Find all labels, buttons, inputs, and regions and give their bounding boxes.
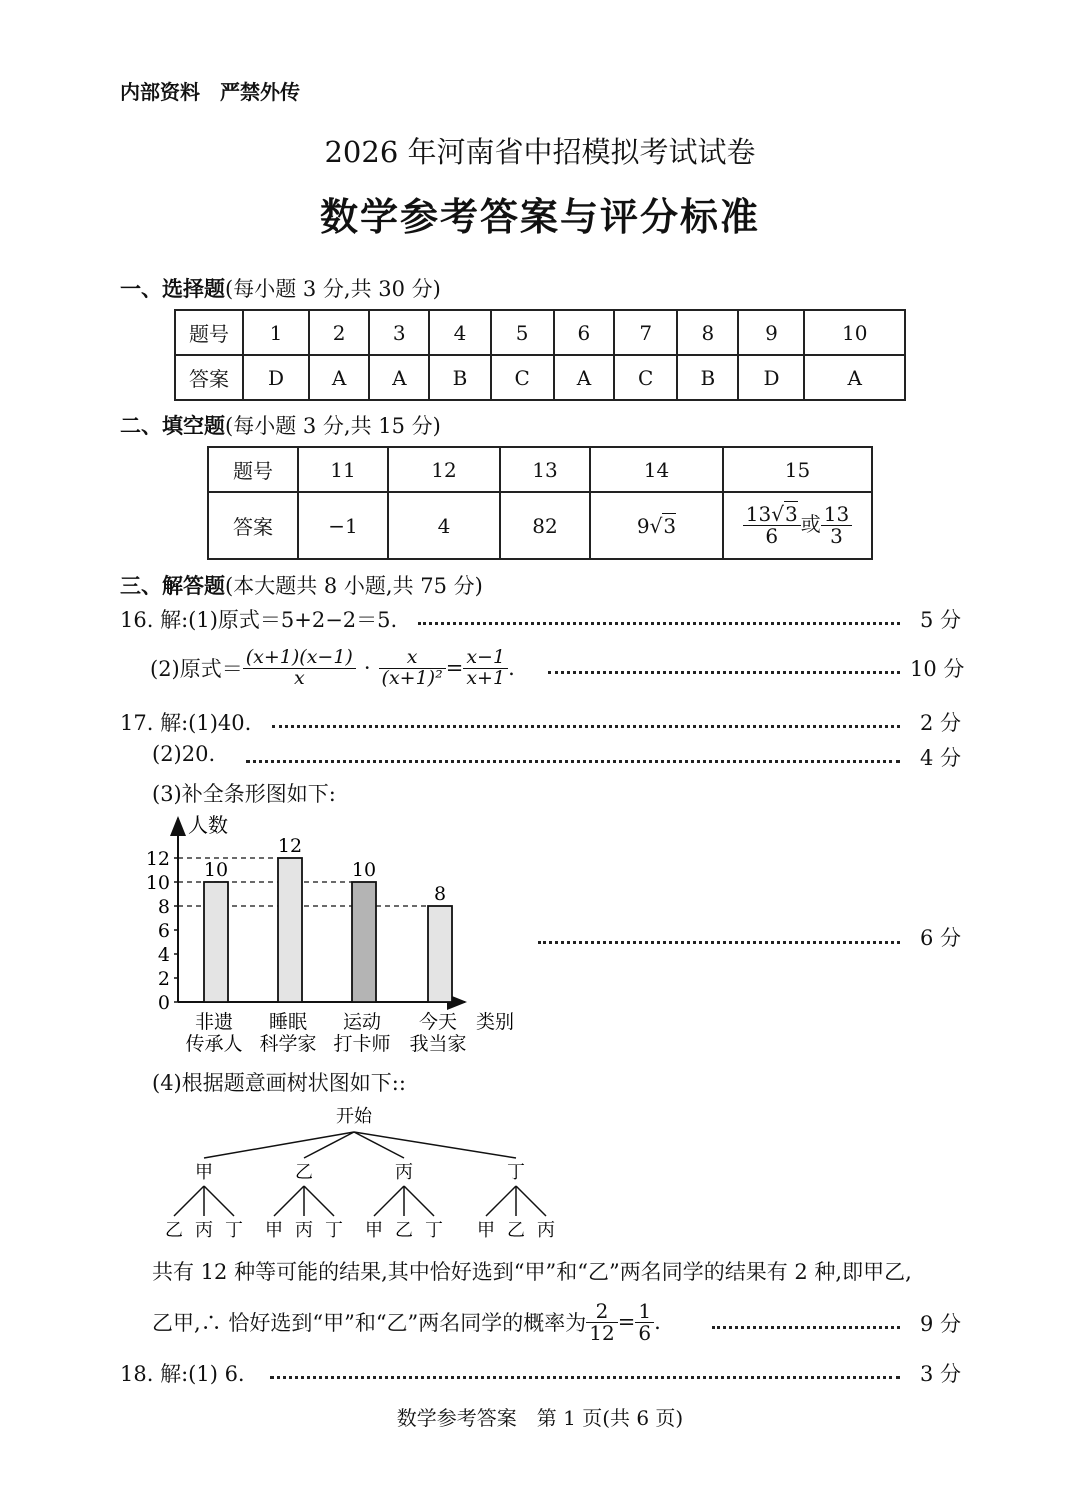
dot-leader xyxy=(712,1326,900,1329)
confidential-label: 内部资料 严禁外传 xyxy=(120,80,300,104)
choice-number: 7 xyxy=(614,310,677,355)
fill-answer-15 xyxy=(723,492,872,559)
q17-part4: (4)根据题意画树状图如下:: xyxy=(152,1071,406,1095)
coefficient: 9 xyxy=(636,513,650,538)
score: 4 分 xyxy=(920,746,962,770)
bar xyxy=(278,858,302,1002)
section3-note: (本大题共 8 小题,共 75 分) xyxy=(225,574,483,598)
fill-answer-row xyxy=(208,492,872,559)
choice-answer-row xyxy=(175,355,905,400)
tree-node-label: 甲 xyxy=(195,1162,213,1183)
x-category-label: 打卡师 xyxy=(333,1033,391,1055)
tree-leaf-label: 乙 xyxy=(395,1220,413,1241)
radicand: 3 xyxy=(785,502,798,526)
y-tick-label: 2 xyxy=(157,968,170,990)
tree-leaf-label: 丙 xyxy=(295,1220,313,1241)
section2-note: (每小题 3 分,共 15 分) xyxy=(225,414,441,438)
tree-leaf-label: 甲 xyxy=(365,1220,383,1241)
choice-answer: A xyxy=(554,355,614,400)
numerator: x−1 xyxy=(463,648,508,669)
row-label: 答案 xyxy=(175,355,243,400)
fill-answer: 82 xyxy=(500,492,590,559)
choice-number-row xyxy=(175,310,905,355)
numerator: (x+1)(x−1) xyxy=(243,648,356,669)
score: 9 分 xyxy=(920,1312,962,1336)
tree-node-label: 丙 xyxy=(395,1162,413,1183)
tree-leaf-label: 丁 xyxy=(325,1220,343,1241)
tree-leaf-label: 丁 xyxy=(225,1220,243,1241)
choice-answer: B xyxy=(677,355,738,400)
bar xyxy=(204,882,228,1002)
tree-leaf-line xyxy=(374,1186,404,1216)
choice-number: 8 xyxy=(677,310,738,355)
numerator xyxy=(743,504,801,526)
choice-answer: B xyxy=(429,355,490,400)
part-prefix: (2)原式＝ xyxy=(150,657,243,681)
choice-number: 9 xyxy=(738,310,804,355)
tree-branch-line xyxy=(204,1132,354,1158)
choice-answer: C xyxy=(491,355,554,400)
y-tick-label: 0 xyxy=(157,992,170,1014)
tree-node-label: 乙 xyxy=(295,1162,313,1183)
tree-node-label: 丁 xyxy=(507,1162,525,1183)
tree-leaf-line xyxy=(516,1186,546,1216)
fraction xyxy=(243,645,356,689)
choice-answer: A xyxy=(309,355,369,400)
denominator: 6 xyxy=(765,524,779,548)
conclusion-text: 乙甲,∴ 恰好选到“甲”和“乙”两名同学的概率为 xyxy=(152,1311,587,1335)
x-axis-label: 类别 xyxy=(476,1011,515,1033)
denominator: (x+1)² xyxy=(381,666,443,689)
period: . xyxy=(508,656,515,680)
denominator: 6 xyxy=(638,1320,652,1345)
dot-leader xyxy=(246,760,900,763)
dot-leader xyxy=(272,725,900,728)
row-label: 题号 xyxy=(175,310,243,355)
fraction xyxy=(586,1298,617,1345)
dot-leader xyxy=(548,671,900,674)
denominator: 3 xyxy=(830,524,843,548)
numerator: 2 xyxy=(586,1301,617,1323)
bar-data-label: 12 xyxy=(277,835,303,857)
denominator: x xyxy=(293,666,305,689)
bar-data-label: 10 xyxy=(351,859,377,881)
numerator: x xyxy=(379,648,446,669)
tree-leaf-line xyxy=(204,1186,234,1216)
section3-heading xyxy=(120,570,483,600)
section1-note: (每小题 3 分,共 30 分) xyxy=(225,277,441,301)
coefficient: 13 xyxy=(745,502,772,526)
choice-number: 10 xyxy=(804,310,905,355)
fill-answer-table xyxy=(207,446,873,560)
q18-part1: 18. 解:(1) 6. xyxy=(120,1362,245,1386)
choice-answer: C xyxy=(614,355,677,400)
row-label: 答案 xyxy=(208,492,298,559)
radicand: 3 xyxy=(663,513,677,538)
dot-leader xyxy=(538,941,900,944)
x-category-label: 今天 xyxy=(418,1011,458,1033)
choice-answer-table xyxy=(174,309,906,401)
x-category-label: 科学家 xyxy=(259,1033,317,1055)
q16-part1: 16. 解:(1)原式＝5+2−2＝5. xyxy=(120,608,398,632)
tree-leaf-label: 丙 xyxy=(537,1220,555,1241)
bar-chart xyxy=(140,808,540,1060)
tree-leaf-label: 乙 xyxy=(165,1220,183,1241)
period: . xyxy=(654,1310,661,1334)
tree-leaf-label: 丙 xyxy=(195,1220,213,1241)
y-tick-label: 4 xyxy=(157,944,170,966)
choice-number: 3 xyxy=(369,310,429,355)
q17-part3: (3)补全条形图如下: xyxy=(152,782,336,806)
tree-leaf-label: 甲 xyxy=(265,1220,283,1241)
section2-heading xyxy=(120,410,441,440)
q17-part2: (2)20. xyxy=(152,742,216,766)
q17-conclusion-line1: 共有 12 种等可能的结果,其中恰好选到“甲”和“乙”两名同学的结果有 2 种,即甲乙, xyxy=(152,1260,912,1284)
q16-part2 xyxy=(150,640,515,696)
q17-conclusion-line2 xyxy=(152,1296,661,1348)
bar-data-label: 8 xyxy=(433,883,447,905)
dot-leader xyxy=(270,1376,900,1379)
score: 5 分 xyxy=(920,608,962,632)
choice-number: 4 xyxy=(429,310,490,355)
x-category-label: 睡眠 xyxy=(268,1011,308,1033)
fraction xyxy=(635,1298,654,1345)
x-category-label: 传承人 xyxy=(185,1033,243,1055)
fill-number-row xyxy=(208,447,872,492)
tree-leaf-label: 丁 xyxy=(425,1220,443,1241)
tree-leaf-line xyxy=(486,1186,516,1216)
row-label: 题号 xyxy=(208,447,298,492)
y-tick-label: 10 xyxy=(145,872,170,894)
x-category-label: 运动 xyxy=(342,1011,382,1033)
score: 2 分 xyxy=(920,711,962,735)
y-axis-label: 人数 xyxy=(188,813,228,837)
denominator: x+1 xyxy=(466,666,506,689)
y-tick-label: 8 xyxy=(157,896,170,918)
denominator: 12 xyxy=(589,1320,615,1345)
fill-answer: 4 xyxy=(388,492,500,559)
x-category-label: 非遗 xyxy=(194,1011,234,1033)
fill-number: 13 xyxy=(500,447,590,492)
choice-answer: D xyxy=(738,355,804,400)
fill-number: 11 xyxy=(298,447,388,492)
choice-number: 5 xyxy=(491,310,554,355)
tree-leaf-line xyxy=(174,1186,204,1216)
page-footer: 数学参考答案 第 1 页(共 6 页) xyxy=(396,1406,684,1430)
fraction xyxy=(821,504,852,547)
bar xyxy=(428,906,452,1002)
q17-part1: 17. 解:(1)40. xyxy=(120,711,252,735)
multiply-dot: · xyxy=(363,656,371,680)
fill-answer-14 xyxy=(590,492,723,559)
fill-number: 15 xyxy=(723,447,872,492)
or-word: 或 xyxy=(800,512,821,536)
bar xyxy=(352,882,376,1002)
tree-diagram xyxy=(150,1100,590,1245)
page-title: 数学参考答案与评分标准 xyxy=(319,195,760,239)
dot-leader xyxy=(418,622,900,625)
fill-number: 12 xyxy=(388,447,500,492)
tree-leaf-line xyxy=(404,1186,434,1216)
y-tick-label: 6 xyxy=(157,920,170,942)
fill-answer: −1 xyxy=(298,492,388,559)
equals: = xyxy=(445,656,464,680)
section3-title: 三、解答题 xyxy=(120,574,225,598)
choice-number: 1 xyxy=(243,310,309,355)
score: 6 分 xyxy=(920,926,962,950)
fraction xyxy=(743,504,801,547)
x-category-label: 我当家 xyxy=(409,1033,467,1055)
score: 3 分 xyxy=(920,1362,962,1386)
sqrt-sign: √ xyxy=(771,502,784,526)
tree-root-label: 开始 xyxy=(336,1106,372,1127)
section2-title: 二、填空题 xyxy=(120,414,225,438)
equals: = xyxy=(617,1310,636,1334)
fraction xyxy=(379,645,446,689)
fill-number: 14 xyxy=(590,447,723,492)
tree-leaf-label: 甲 xyxy=(477,1220,495,1241)
tree-leaf-line xyxy=(304,1186,334,1216)
fraction xyxy=(463,645,508,689)
tree-leaf-label: 乙 xyxy=(507,1220,525,1241)
choice-answer: A xyxy=(369,355,429,400)
numerator: 1 xyxy=(635,1301,654,1323)
tree-leaf-line xyxy=(274,1186,304,1216)
choice-number: 6 xyxy=(554,310,614,355)
section1-title: 一、选择题 xyxy=(120,277,225,301)
score: 10 分 xyxy=(910,657,965,681)
choice-answer: D xyxy=(243,355,309,400)
numerator: 13 xyxy=(821,504,852,526)
y-tick-label: 12 xyxy=(145,848,170,870)
bar-data-label: 10 xyxy=(203,859,229,881)
section1-heading xyxy=(120,273,441,303)
exam-title: 2026 年河南省中招模拟考试试卷 xyxy=(324,135,756,169)
choice-number: 2 xyxy=(309,310,369,355)
sqrt-sign: √ xyxy=(649,513,663,538)
choice-answer: A xyxy=(804,355,905,400)
